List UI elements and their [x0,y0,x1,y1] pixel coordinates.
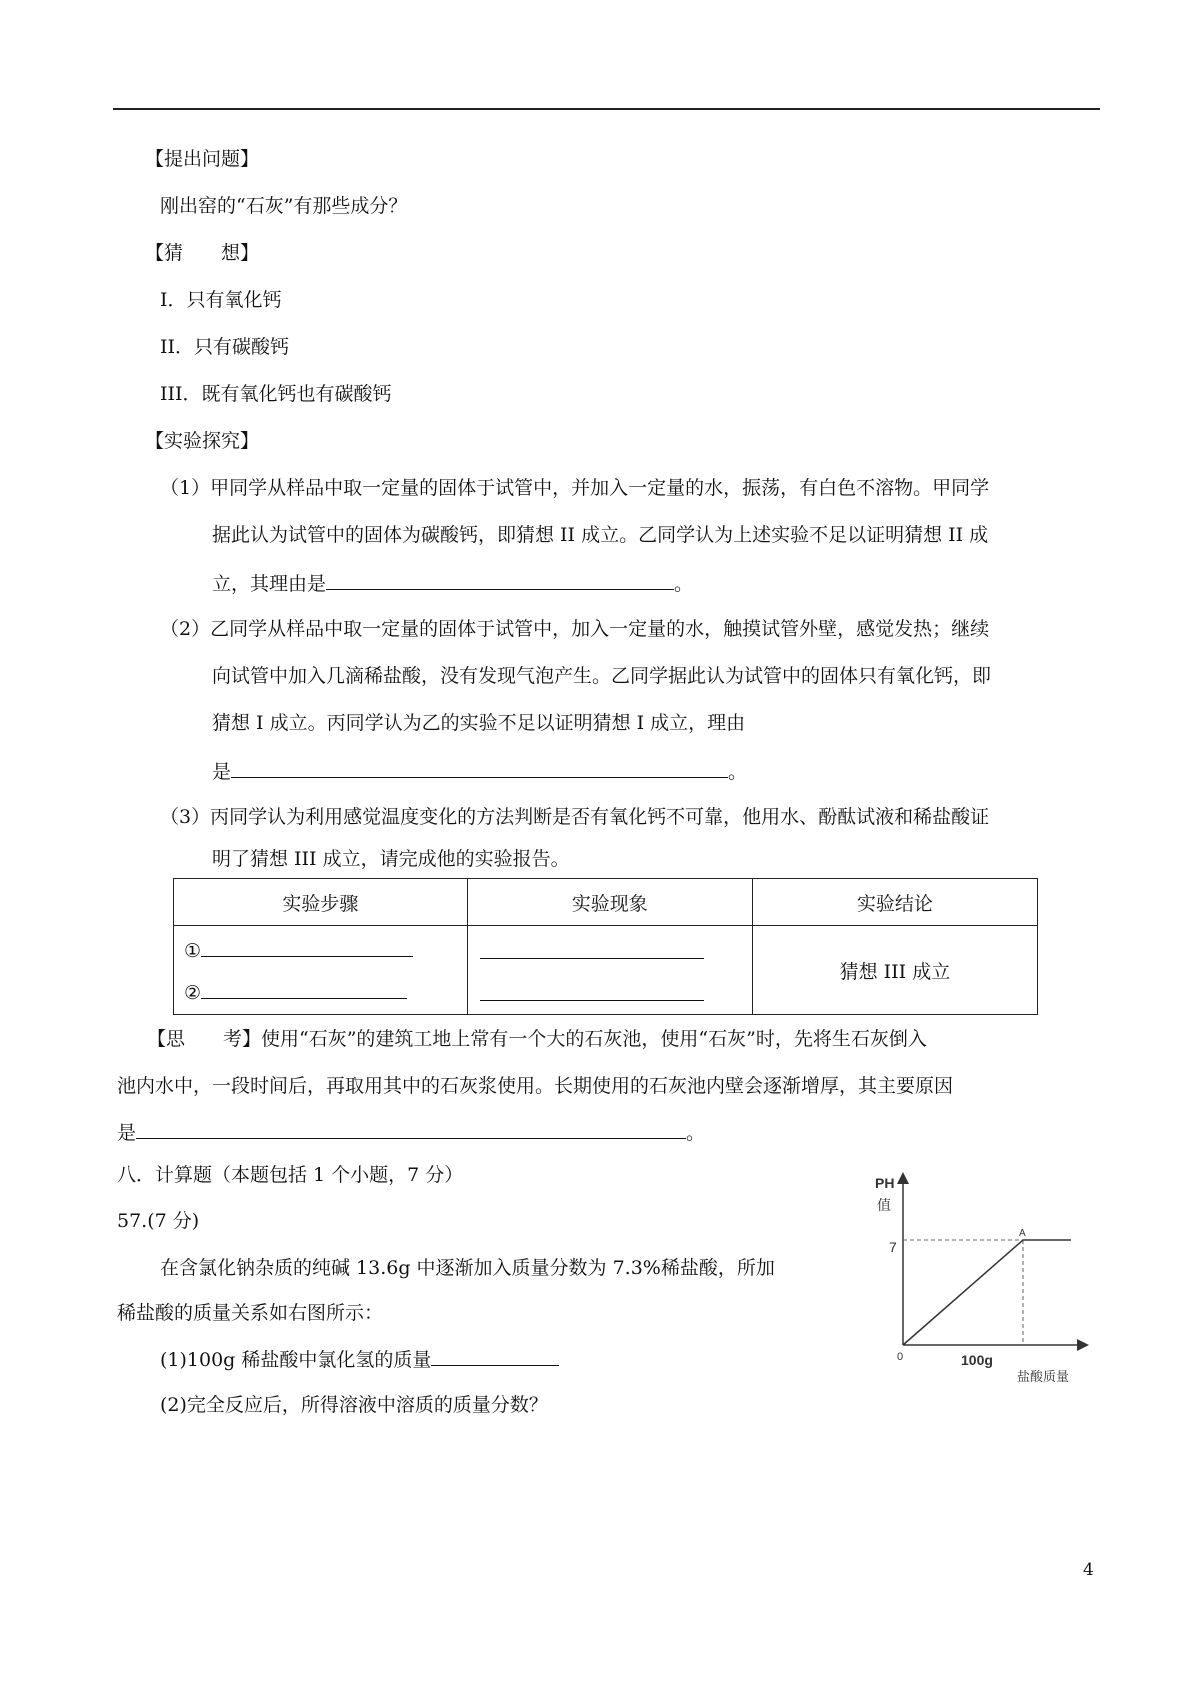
ph-series-line [903,1240,1071,1345]
think-line-2: 池内水中，一段时间后，再取用其中的石灰浆使用。长期使用的石灰池内壁会逐渐增厚，其主要原因 [117,1075,954,1097]
header-phenomenon: 实验现象 [467,879,752,926]
calc-line-1: 在含氯化钠杂质的纯碱 13.6g 中逐渐加入质量分数为 7.3%稀盐酸，所加 [160,1257,775,1279]
x-tick-label: 100g [961,1352,993,1368]
table-body-row [174,926,1038,1015]
q1-answer-blank[interactable] [326,569,674,590]
experiment-report-table [173,878,1038,1015]
y-tick-label: 7 [889,1239,897,1255]
q1-line-3 [212,569,693,597]
q2-answer-blank[interactable] [231,757,728,778]
calc-sub-1-blank[interactable] [431,1345,559,1366]
calc-sub-2: (2)完全反应后，所得溶液中溶质的质量分数？ [160,1394,548,1416]
step-1-marker: ① [184,940,202,962]
calc-sub-1 [160,1345,559,1373]
header-rule [113,108,1100,110]
step-2-line [184,978,407,1004]
think-line-3-prefix: 是 [117,1122,137,1144]
calc-title: 八．计算题（本题包括 1 个小题，7 分） [117,1164,464,1186]
conclusion-cell: 猜想 III 成立 [752,926,1037,1015]
think-end-mark: 。 [686,1122,706,1144]
think-answer-blank[interactable] [136,1118,686,1139]
table-header-row [174,879,1038,926]
q2-line-1: （2）乙同学从样品中取一定量的固体于试管中，加入一定量的水，触摸试管外壁，感觉发热；继续 [160,618,990,640]
guess-item-3: III．既有氧化钙也有碳酸钙 [160,383,392,405]
page-number: 4 [1083,1560,1094,1580]
step-2-marker: ② [184,982,202,1004]
calc-sub-1-text: (1)100g 稀盐酸中氯化氢的质量 [160,1349,432,1371]
step-1-blank[interactable] [201,936,413,957]
origin-label: 0 [897,1351,904,1363]
ask-question: 刚出窑的“石灰”有那些成分？ [160,195,408,217]
guess-item-1: I．只有氧化钙 [160,289,282,311]
phenomenon-2-blank[interactable] [480,980,704,1001]
q1-line-2: 据此认为试管中的固体为碳酸钙，即猜想 II 成立。乙同学认为上述实验不足以证明猜想 II 成 [212,524,989,546]
q1-line-1: （1）甲同学从样品中取一定量的固体于试管中，并加入一定量的水，振荡，有白色不溶物。甲同学 [160,477,990,499]
phenomenon-1-blank[interactable] [480,938,704,959]
q2-line-2: 向试管中加入几滴稀盐酸，没有发现气泡产生。乙同学据此认为试管中的固体只有氧化钙，即 [212,665,992,687]
q2-line-4-prefix: 是 [212,761,232,783]
calc-line-2: 稀盐酸的质量关系如右图所示： [117,1302,384,1324]
y-label-top: PH [875,1175,895,1191]
q3-line-1: （3）丙同学认为利用感觉温度变化的方法判断是否有氧化钙不可靠，他用水、酚酞试液和稀盐酸证 [160,806,990,828]
q2-line-4 [212,757,747,785]
header-conclusion: 实验结论 [752,879,1037,926]
ask-title: 【提出问题】 [145,148,260,170]
explore-title: 【实验探究】 [145,430,260,452]
q2-end-mark: 。 [728,761,748,783]
step-1-line [184,936,413,962]
think-line-1: 【思 考】使用“石灰”的建筑工地上常有一个大的石灰池，使用“石灰”时，先将生石灰倒入 [147,1028,927,1050]
point-a-label: A [1019,1228,1026,1239]
q1-line-3-prefix: 立，其理由是 [212,573,327,595]
ph-chart [875,1170,1105,1395]
guess-title: 【猜 想】 [145,242,260,264]
q2-line-3: 猜想 I 成立。丙同学认为乙的实验不足以证明猜想 I 成立，理由 [212,712,746,734]
steps-cell [174,926,468,1015]
q3-line-2: 明了猜想 III 成立，请完成他的实验报告。 [212,848,570,870]
guess-item-2: II．只有碳酸钙 [160,336,290,358]
phenomenon-cell [467,926,752,1015]
think-line-3 [117,1118,705,1146]
calc-number: 57.(7 分) [117,1210,200,1232]
header-steps: 实验步骤 [174,879,468,926]
x-axis-label: 盐酸质量 [1017,1369,1070,1384]
y-label-bottom: 值 [877,1197,891,1213]
q1-end-mark: 。 [674,573,694,595]
step-2-blank[interactable] [201,978,407,999]
